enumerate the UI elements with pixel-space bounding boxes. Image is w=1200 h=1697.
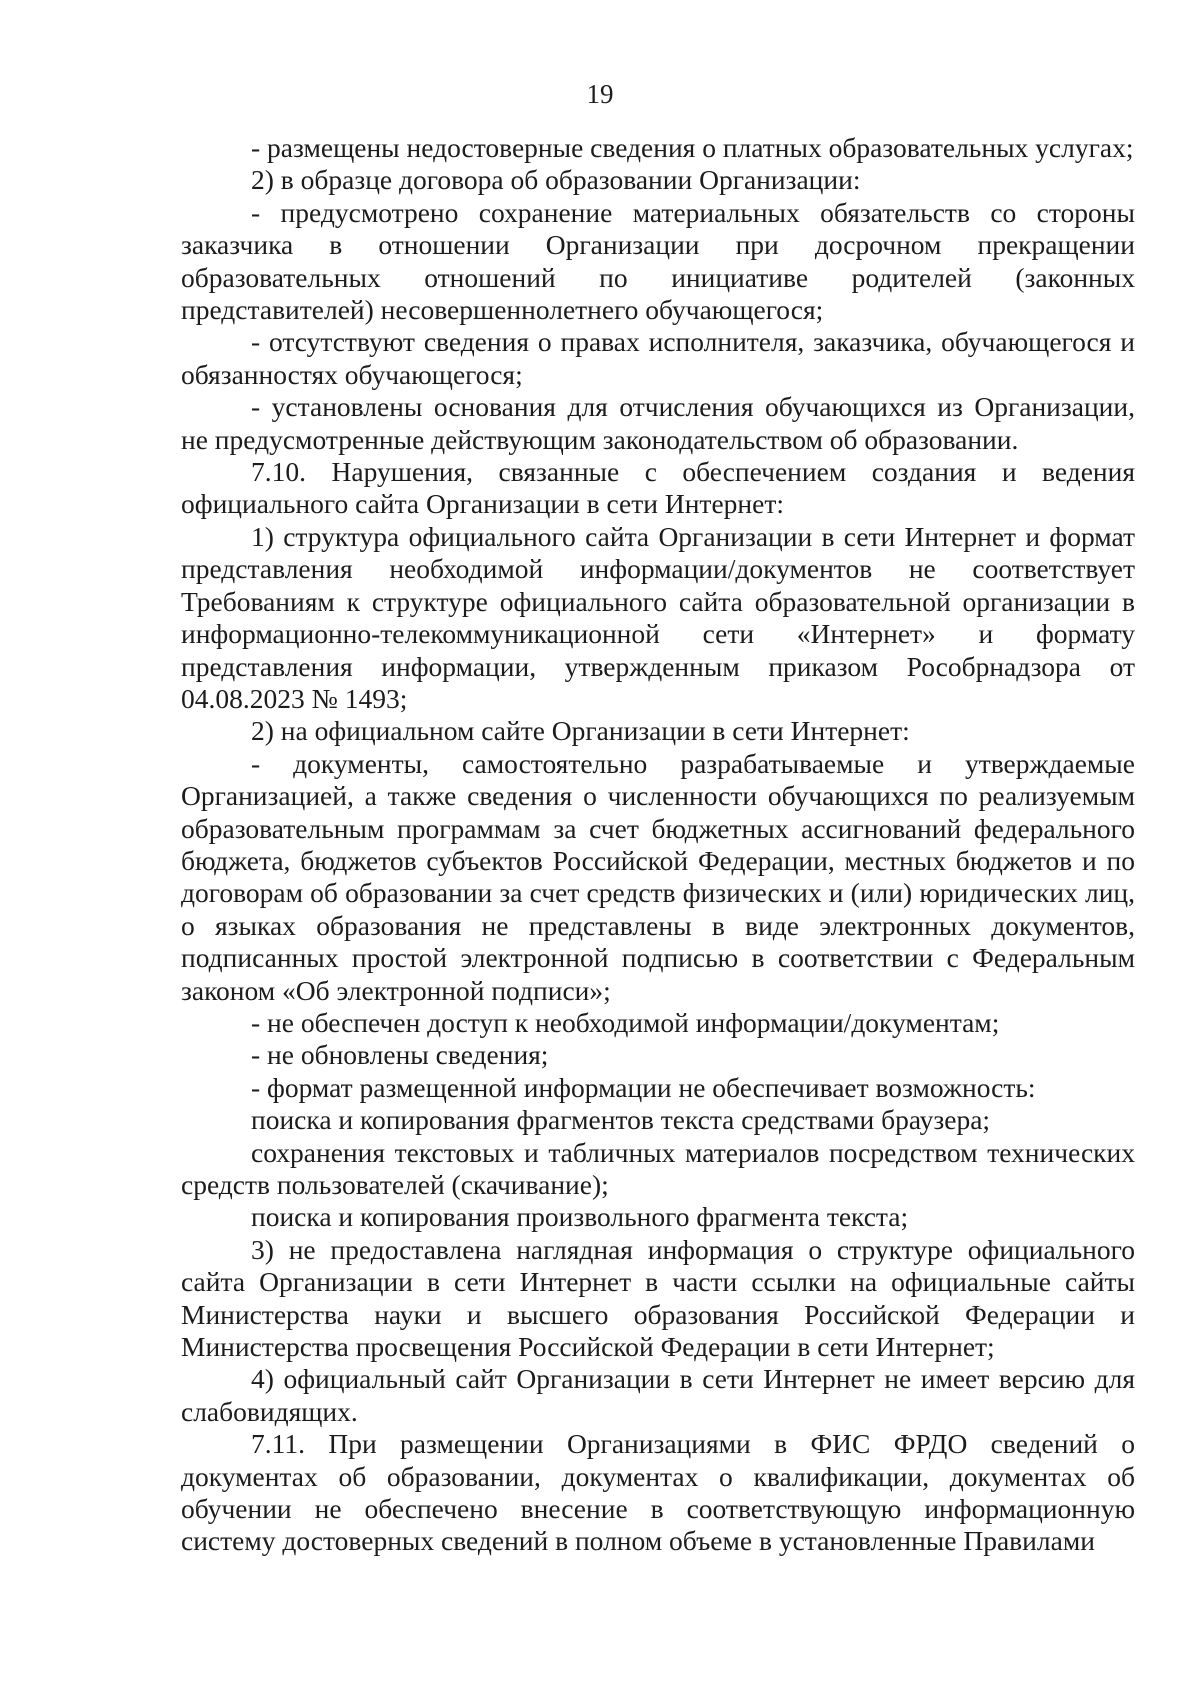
paragraph-not-updated: - не обновлены сведения; <box>251 1039 549 1071</box>
paragraph-format-capability: - формат размещенной информации не обеспечивает возможность: <box>251 1071 1036 1103</box>
paragraph-section-7-11: 7.11. При размещении Организациями в ФИС ФРДО сведений о документах об образовании, документах о квалификации, документах об обучении не обеспечено внесение в соответствующую информационную систему достоверных сведений в полном объеме в установленные Правилами <box>181 1428 1135 1557</box>
paragraph-expulsion-grounds: - установлены основания для отчисления обучающихся из Организации, не предусмотренные действующим законодательством об образовании. <box>181 391 1135 455</box>
paragraph-contract-sample: 2) в образце договора об образовании Организации: <box>251 164 861 196</box>
paragraph-ministry-links: 3) не предоставлена наглядная информация о структуре официального сайта Организации в сети Интернет в части ссылки на официальные сайты Министерства науки и высшего образования Российской Федерации и Министерства просвещения Российской Федерации в сети Интернет; <box>181 1233 1135 1363</box>
paragraph-no-access: - не обеспечен доступ к необходимой информации/документам; <box>251 1006 1000 1038</box>
paragraph-search-copy-browser: поиска и копирования фрагментов текста средствами браузера; <box>251 1104 991 1136</box>
page-number: 19 <box>586 79 614 109</box>
paragraph-documents-signature: - документы, самостоятельно разрабатываемые и утверждаемые Организацией, а также сведения о численности обучающихся по реализуемым образовательным программам за счет бюджетных ассигнований федерального бюджета, бюджетов субъектов Российской Федерации, местных бюджетов и по договорам об образовании за счет средств физических и (или) юридических лиц, о языках образования не представлены в виде электронных документов, подписанных простой электронной подписью в соответствии с Федеральным законом «Об электронной подписи»; <box>181 747 1135 1006</box>
paragraph-official-site: 2) на официальном сайте Организации в сети Интернет: <box>251 715 910 747</box>
paragraph-site-structure: 1) структура официального сайта Организации в сети Интернет и формат представления необходимой информации/документов не соответствует Требованиям к структуре официального сайта образовательной организации в информационно-телекоммуникационной сети «Интернет» и формату представления информации, утвержденным приказом Рособрнадзора от 04.08.2023 № 1493; <box>181 520 1135 714</box>
paragraph-rights-missing: - отсутствуют сведения о правах исполнителя, заказчика, обучающегося и обязанностях обучающегося; <box>181 326 1135 390</box>
paragraph-save-materials: сохранения текстовых и табличных материалов посредством технических средств пользователей (скачивание); <box>181 1136 1135 1200</box>
paragraph-search-copy-arbitrary: поиска и копирования произвольного фрагмента текста; <box>251 1201 909 1233</box>
paragraph-material-obligations: - предусмотрено сохранение материальных обязательств со стороны заказчика в отношении Организации при досрочном прекращении образовательных отношений по инициативе родителей (законных представителей) несовершеннолетнего обучающегося; <box>181 196 1135 326</box>
paragraph-low-vision-version: 4) официальный сайт Организации в сети Интернет не имеет версию для слабовидящих. <box>181 1363 1135 1427</box>
paragraph-paid-services: - размещены недостоверные сведения о платных образовательных услугах; <box>251 132 1134 163</box>
paragraph-section-7-10: 7.10. Нарушения, связанные с обеспечением создания и ведения официального сайта Организации в сети Интернет: <box>181 456 1135 520</box>
document-body <box>181 132 1135 1558</box>
